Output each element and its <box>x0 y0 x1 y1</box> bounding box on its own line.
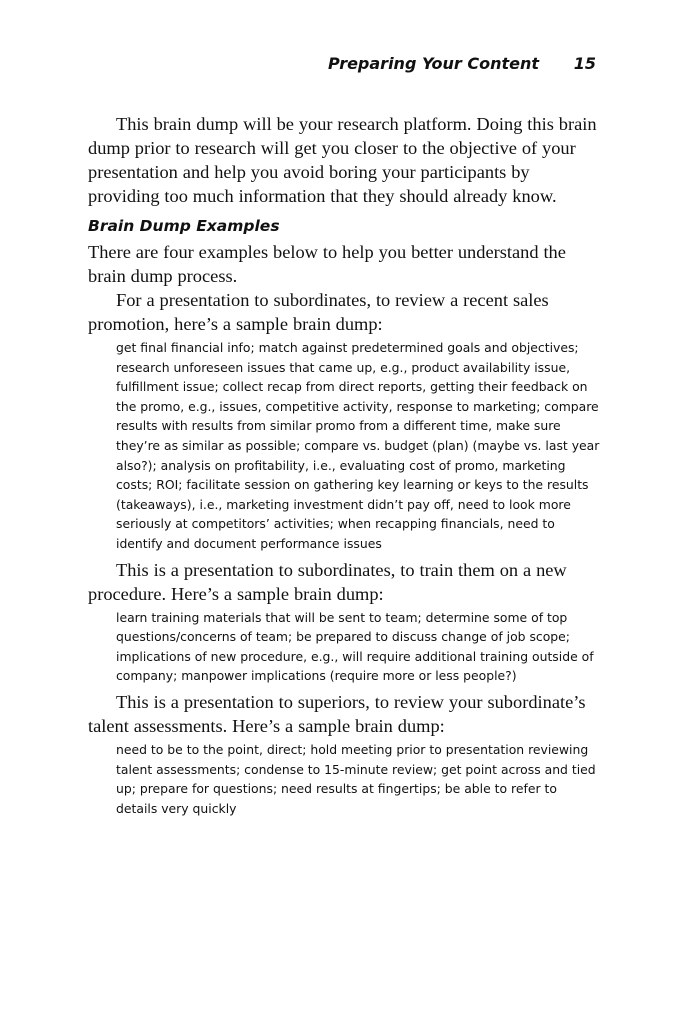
section-intro-paragraph: There are four examples below to help you better understand the brain dump process. <box>88 242 566 286</box>
example-3-brain-dump: need to be to the point, direct; hold meeting prior to presentation reviewing talent assessments; condense to 15-minute review; get point across and tied up; prepare for questions; need results at fingertips; be able to refer to details very quickly <box>116 741 596 816</box>
example-2-lead: This is a presentation to subordinates, to train them on a new procedure. Here’s a sample brain dump: <box>88 559 567 604</box>
example-3-lead: This is a presentation to superiors, to review your subordinate’s talent assessments. Here’s a sample brain dump: <box>88 691 586 736</box>
example-1-lead: For a presentation to subordinates, to review a recent sales promotion, here’s a sample brain dump: <box>88 290 549 334</box>
section-heading: Brain Dump Examples <box>88 217 280 235</box>
example-2-brain-dump: learn training materials that will be sent to team; determine some of top questions/concerns of team; be prepared to discuss change of job scope; implications of new procedure, e.g., will require additional training outside of company; manpower implications (require more or less people?) <box>116 609 594 684</box>
page-number: 15 <box>573 54 596 73</box>
example-1-brain-dump: get final financial info; match against predetermined goals and objectives; research unforeseen issues that came up, e.g., product availability issue, fulfillment issue; collect recap from direct reports, getting their feedback on the promo, e.g., issues, competitive activity, response to marketing; compare results with results from similar promo from a different time, make sure they’re as similar as possible; compare vs. budget (plan) (maybe vs. last year also?); analysis on profitability, i.e., evaluating cost of promo, marketing costs; ROI; facilitate session on gathering key learning or keys to the results (takeaways), i.e., marketing investment didn’t pay off, need to look more seriously at competitors’ activities; when recapping financials, need to identify and document performance issues <box>116 340 600 551</box>
intro-paragraph: This brain dump will be your research platform. Doing this brain dump prior to research will get you closer to the objective of your presentation and help you avoid boring your participants by providing too much information that they should already know. <box>88 114 597 206</box>
running-header-title: Preparing Your Content <box>327 54 539 73</box>
page-body <box>88 112 600 822</box>
running-header <box>0 54 682 76</box>
